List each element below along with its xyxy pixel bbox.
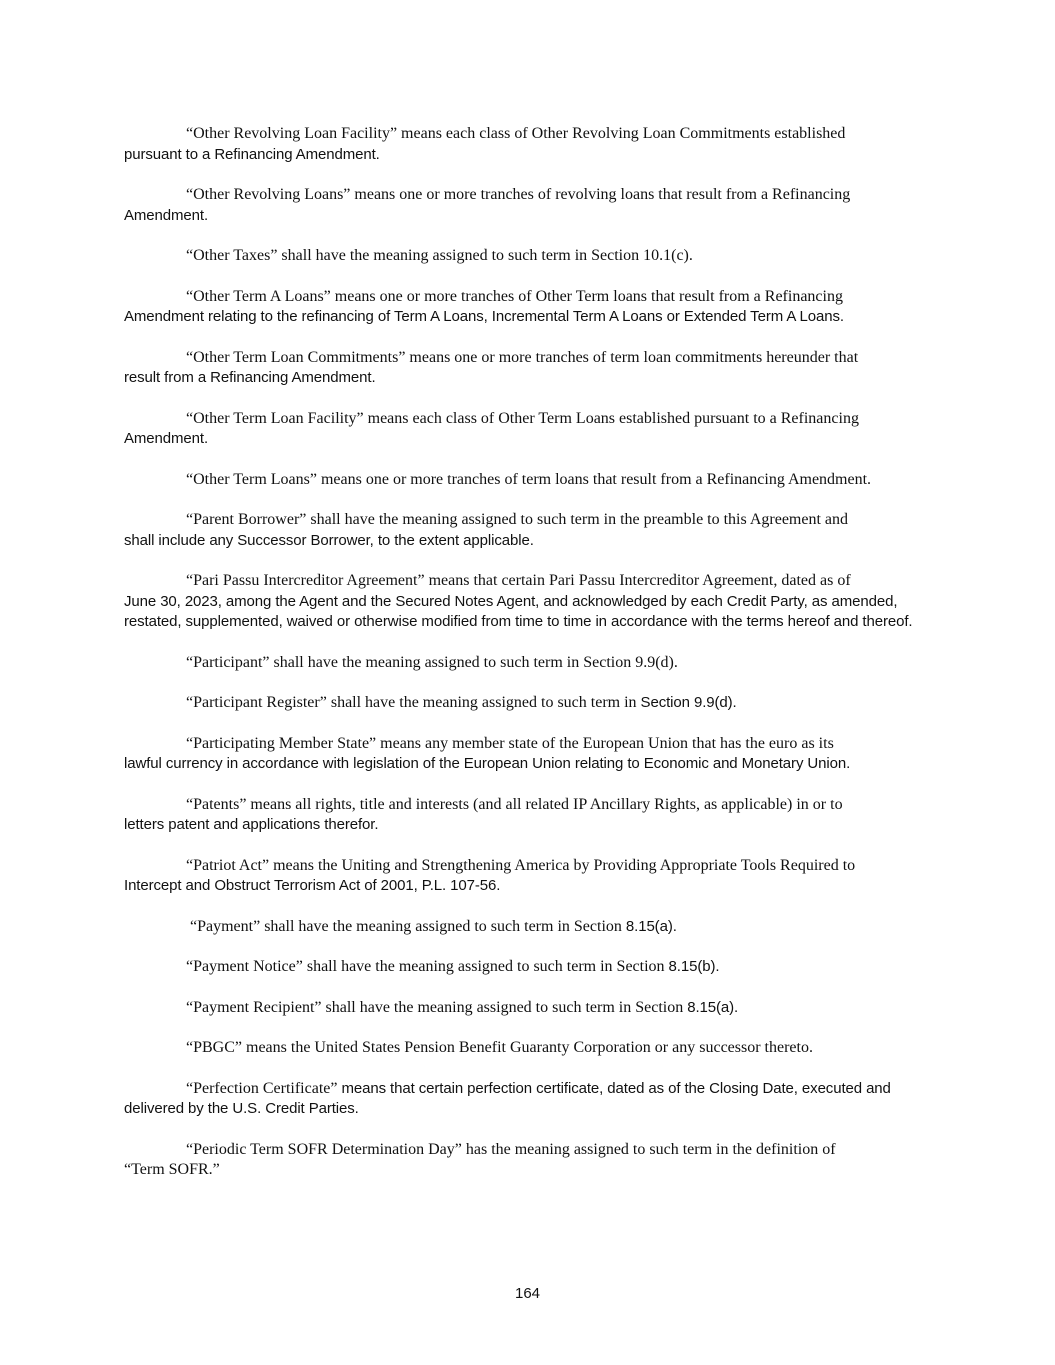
section-reference: 8.15(a). (687, 998, 739, 1016)
definition-pbgc (124, 1038, 932, 1059)
definition-continuation: “Term SOFR.” (124, 1161, 220, 1178)
definition-other-term-loan-facility (124, 409, 932, 450)
definition-other-taxes (124, 246, 932, 267)
definition-pari-passu-intercreditor-agreement (124, 571, 932, 633)
definition-periodic-term-sofr-determination-day (124, 1140, 932, 1181)
definition-continuation: letters patent and applications therefor. (124, 816, 379, 833)
definition-continuation: Amendment. (124, 206, 209, 224)
definition-text: “Parent Borrower” shall have the meaning assigned to such term in the preamble to this Agreement and (186, 511, 849, 528)
definition-text: “Payment Notice” shall have the meaning assigned to such term in Section (186, 958, 665, 975)
definition-text: “Participant” shall have the meaning assigned to such term in Section 9.9(d). (186, 653, 678, 671)
definition-patents (124, 795, 932, 836)
definition-text: “Other Revolving Loan Facility” means each class of Other Revolving Loan Commitments established (186, 125, 846, 142)
definition-continuation: June 30, 2023, among the Agent and the Secured Notes Agent, and acknowledged by each Credit Party, as amended, restated, supplemented, waived or otherwise modified from time to time in accordance with the terms hereof and thereof. (124, 592, 913, 630)
definition-text: “Other Term Loans” means one or more tranches of term loans that result from a Refinancing Amendment. (186, 470, 872, 488)
definition-continuation: delivered by the U.S. Credit Parties. (124, 1100, 359, 1117)
definition-continuation: lawful currency in accordance with legislation of the European Union relating to Economic and Monetary Union. (124, 755, 851, 772)
definition-participant (124, 653, 932, 674)
definition-text: “Other Taxes” shall have the meaning assigned to such term in Section 10.1(c). (186, 247, 693, 264)
definition-patriot-act (124, 856, 932, 897)
definition-text: “Payment Recipient” shall have the meaning assigned to such term in Section (186, 998, 684, 1016)
definition-continuation: shall include any Successor Borrower, to the extent applicable. (124, 531, 534, 549)
definition-other-term-a-loans (124, 287, 932, 328)
section-reference: Section 9.9(d). (640, 694, 737, 711)
definition-other-term-loan-commitments (124, 348, 932, 389)
definition-text: “Other Term Loan Facility” means each class of Other Term Loans established pursuant to a Refinancing (186, 409, 859, 427)
definition-other-revolving-loan-facility (124, 124, 932, 165)
definition-text: “Pari Passu Intercreditor Agreement” means that certain Pari Passu Intercreditor Agreement, dated as of (186, 572, 851, 589)
definition-continuation: Intercept and Obstruct Terrorism Act of 2001, P.L. 107-56. (124, 877, 501, 894)
definition-text: “Perfection Certificate” (186, 1079, 338, 1097)
definition-payment (124, 917, 932, 938)
definition-participating-member-state (124, 734, 932, 775)
definitions-list (124, 124, 932, 1201)
section-reference: 8.15(a). (625, 917, 677, 935)
definition-continuation: Amendment. (124, 430, 209, 447)
definition-perfection-certificate (124, 1079, 932, 1120)
definition-participant-register (124, 693, 932, 714)
definition-text: “Payment” shall have the meaning assigned to such term in Section (186, 917, 622, 935)
definition-other-revolving-loans (124, 185, 932, 226)
definition-continuation: result from a Refinancing Amendment. (124, 369, 376, 386)
page-number: 164 (514, 1285, 541, 1302)
definition-text: “Other Term A Loans” means one or more tranches of Other Term loans that result from a Refinancing (186, 287, 843, 305)
definition-text: “Patents” means all rights, title and interests (and all related IP Ancillary Rights, as applicable) in or to (186, 795, 843, 813)
definition-continuation: Amendment relating to the refinancing of Term A Loans, Incremental Term A Loans or Extended Term A Loans. (124, 308, 844, 325)
definition-continuation: pursuant to a Refinancing Amendment. (124, 145, 380, 163)
definition-text: “Participant Register” shall have the meaning assigned to such term in (186, 694, 637, 711)
definition-payment-notice (124, 957, 932, 978)
definition-text: “Participating Member State” means any member state of the European Union that has the euro as its (186, 734, 834, 752)
definition-text: “Patriot Act” means the Uniting and Strengthening America by Providing Appropriate Tools Required to (186, 856, 856, 874)
definition-text: “Other Revolving Loans” means one or more tranches of revolving loans that result from a Refinancing (186, 186, 851, 203)
definition-text: “Periodic Term SOFR Determination Day” has the meaning assigned to such term in the definition of (186, 1140, 836, 1158)
section-reference: 8.15(b). (668, 958, 720, 975)
definition-tail: means that certain perfection certificate, dated as of the Closing Date, executed and (341, 1079, 891, 1097)
definition-other-term-loans (124, 470, 932, 491)
definition-text: “Other Term Loan Commitments” means one or more tranches of term loan commitments hereunder that (186, 348, 859, 366)
definition-parent-borrower (124, 510, 932, 551)
definition-text: “PBGC” means the United States Pension Benefit Guaranty Corporation or any successor thereto. (186, 1039, 813, 1056)
definition-payment-recipient (124, 998, 932, 1019)
